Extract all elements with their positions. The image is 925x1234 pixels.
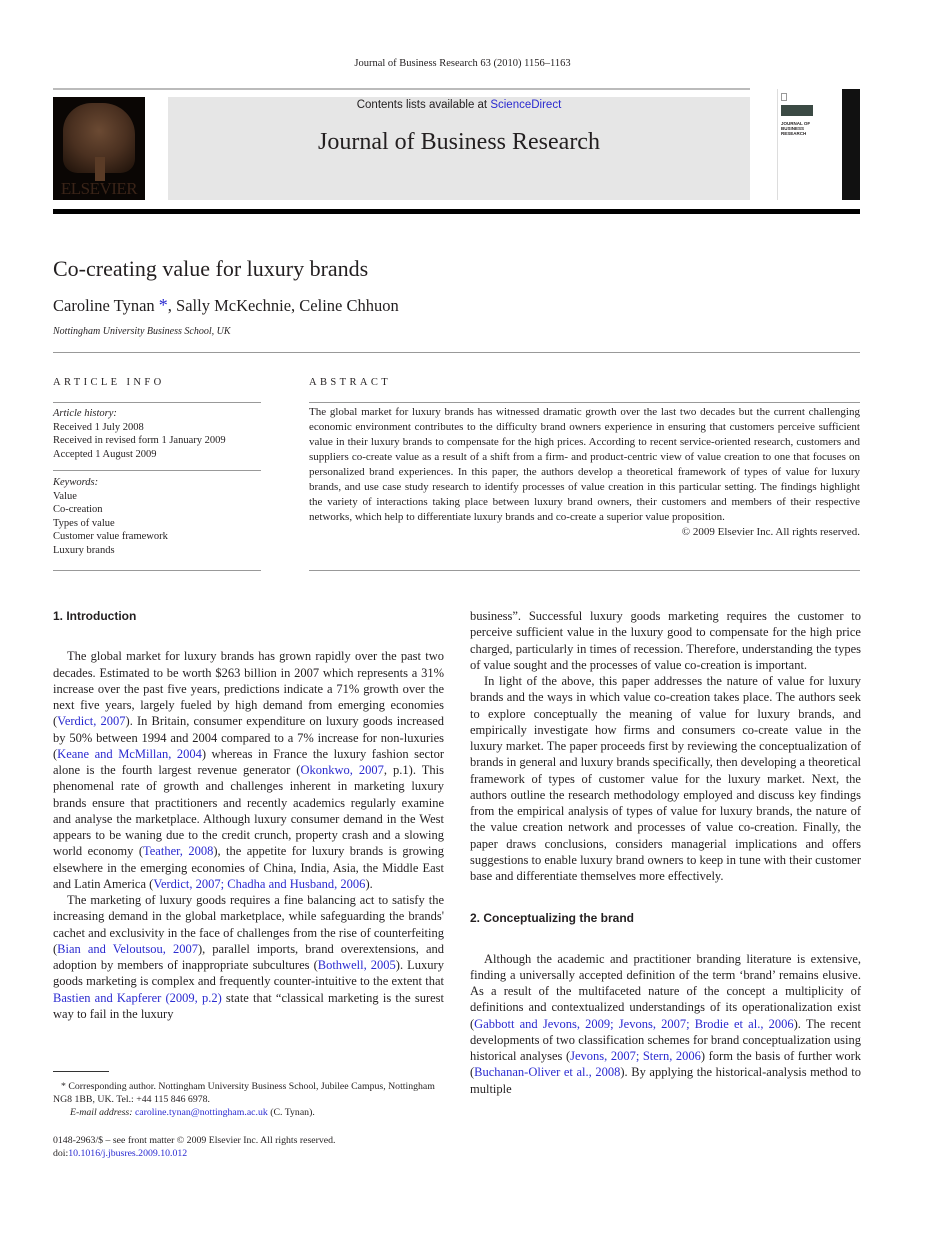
citation-link[interactable]: Verdict, 2007; Chadha and Husband, 2006 — [153, 876, 366, 891]
abstract: The global market for luxury brands has witnessed dramatic growth over the last two decades but the current challenging economic environment contributes to the difficulty brand owners experience in ensuring that customers perceive sufficient value in their luxury brands to compensate for the high prices. According to recent service-oriented research, customers and suppliers co-create value as a result of a shift from a firm- and product-centric view of value creation to one that focuses on personalized brand experiences. In this paper, the authors develop a theoretical framework of types of value for luxury brands, and use case study research to identify processes of value creation in this particular setting. The findings highlight the variety of interactions taking place between luxury brand owners, their customers and members of their respective networks, which help to differentiate luxury brands and co-create a superior value proposition. © 2009 Elsevier Inc. All rights reserved. — [309, 406, 860, 538]
text-run: Although the academic and practitioner branding literature is extensive, finding a universally accepted definition of the term ‘brand’ remains elusive. As a result of the multifaceted nature of the concept a multiplicity of definitions and contextualized understandings of its operationalization exist ( — [470, 951, 861, 1031]
sciencedirect-link[interactable]: ScienceDirect — [490, 99, 562, 111]
section-heading: 1. Introduction — [53, 609, 137, 623]
article-info: Article history: Received 1 July 2008 Received in revised form 1 January 2009 Accepted 1 August 2009 Keywords: Value Co-creation Types of value Customer value framework Luxury brands — [53, 407, 261, 557]
elsevier-logo: ELSEVIER — [53, 97, 145, 200]
text-run: ). — [365, 876, 373, 891]
divider — [309, 570, 860, 571]
text-run: The global market for luxury brands has grown rapidly over the past two decades. Estimated to be worth $263 billion in 2007 which represents a 31% increase over the past five years, predictions indicate a 71% growth over the next five years, largely fueled by high demand from emerging economies ( — [53, 649, 444, 729]
article-title: Co-creating value for luxury brands — [53, 256, 369, 281]
front-matter: 0148-2963/$ – see front matter © 2009 Elsevier Inc. All rights reserved. doi:10.1016/j.jbusres.2009.10.012 — [53, 1135, 336, 1159]
divider — [53, 88, 750, 90]
journal-banner — [168, 97, 750, 200]
divider — [53, 402, 261, 403]
paragraph — [470, 673, 861, 884]
citation-link[interactable]: Bastien and Kapferer (2009, p.2) — [53, 990, 222, 1005]
citation-link[interactable]: Okonkwo, 2007 — [300, 763, 384, 777]
citation-link[interactable]: Jevons, 2007; Stern, 2006 — [570, 1049, 701, 1063]
running-head: Journal of Business Research 63 (2010) 1156–1163 — [354, 58, 571, 69]
paragraph — [53, 892, 444, 1022]
citation-link[interactable]: Teather, 2008 — [143, 844, 214, 859]
text-run: , p.1). This phenomenal rate of growth and challenges inherent in marketing luxury brands ensure that practitioners and recently academics regularly examine and analyse the marketplace. Although luxury consumer demand in the West appears to be waning due to the credit crunch, property crash and a slowing world economy ( — [53, 763, 444, 859]
divider — [53, 352, 860, 353]
contents-label: Contents lists available at — [356, 99, 491, 111]
footnote-rule — [53, 1071, 109, 1072]
text-run: ). In Britain, consumer expenditure on luxury goods increased by 50% between 1994 and 2004 compared to a 7% increase for non-luxuries ( — [53, 714, 444, 761]
article-info-heading: ARTICLE INFO — [53, 377, 165, 388]
body-left-column — [53, 608, 444, 1022]
journal-title: Journal of Business Research — [318, 129, 600, 155]
section-heading: 2. Conceptualizing the brand — [470, 911, 635, 926]
body-right-column — [470, 608, 861, 1097]
footnote: * Corresponding author. Nottingham University Business School, Jubilee Campus, Nottingham NG8 1BB, UK. Tel.: +44 115 846 6978. E-mail address: caroline.tynan@nottingham.ac.uk (C. Tynan). — [53, 1081, 435, 1118]
citation-link[interactable]: Keane and McMillan, 2004 — [57, 746, 202, 761]
divider — [53, 570, 261, 571]
text-run: ), the appetite for luxury brands is growing elsewhere in the emerging economies of China, India, Asia, the Middle East and Latin America ( — [53, 844, 444, 891]
divider — [309, 402, 860, 403]
paragraph — [470, 951, 861, 1097]
text-run: ). Luxury goods marketing is complex and frequently counter-intuitive to the extent that — [53, 958, 444, 989]
citation-link[interactable]: Bian and Veloutsou, 2007 — [57, 941, 198, 956]
header-rule — [53, 209, 860, 214]
citation-link[interactable]: Bothwell, 2005 — [317, 958, 396, 972]
journal-cover-thumbnail[interactable]: JOURNAL OF BUSINESS RESEARCH — [777, 89, 860, 200]
citation-link[interactable]: Verdict, 2007 — [57, 714, 126, 729]
abstract-heading: ABSTRACT — [309, 377, 392, 388]
text-run: ) whereas in France the luxury fashion sector alone is the fourth largest revenue generator ( — [53, 746, 444, 777]
text-run: state that “classical marketing is the surest way to fail in the luxury — [53, 990, 444, 1021]
text-run: ) form the basis of further work ( — [470, 1049, 862, 1080]
affiliation: Nottingham University Business School, UK — [53, 326, 231, 337]
citation-link[interactable]: Buchanan-Oliver et al., 2008 — [474, 1065, 621, 1080]
text-run: The marketing of luxury goods requires a fine balancing act to satisfy the increasing demand in the global marketplace, while safeguarding the brands' cachet and exclusivity in the face of challenges from the rise of counterfeiting ( — [53, 893, 444, 956]
paragraph — [53, 648, 444, 892]
text-run: In light of the above, this paper addresses the nature of value for luxury brands and the ways in which value co-creation takes place. The authors seek to explore conceptually the meaning of value for luxury brands, and empirically investigate how firms and consumers co-create value in the luxury market. The paper proceeds first by reviewing the conceptualization of brands in general and luxury brands specifically, then developing a theoretical framework of types of customer value for the luxury market. Next, the authors outline the research methodology employed and discuss key findings from the empirical analysis of types of value for luxury brands, the nature of the value creation network and processes of value co-creation. Finally, the paper draws conclusions, considers managerial implications and offers suggestions to enable luxury brand owners to keep in tune with their customer base and differentiate themselves more effectively. — [470, 674, 861, 883]
authors: Caroline Tynan *, Sally McKechnie, Celine Chhuon — [53, 295, 399, 315]
text-run: business”. Successful luxury goods marketing requires the customer to perceive sufficient value in the luxury good to compensate for the high price charged, particularly in times of recession. Therefore, understanding the types of value sought and the processes of value co-creation is important. — [470, 609, 861, 672]
doi-link[interactable]: 10.1016/j.jbusres.2009.10.012 — [68, 1148, 188, 1159]
email-link[interactable]: caroline.tynan@nottingham.ac.uk — [134, 1107, 268, 1118]
copyright: © 2009 Elsevier Inc. All rights reserved. — [681, 526, 860, 538]
text-run: ). By applying the historical-analysis method to multiple — [470, 1065, 861, 1096]
corresponding-author-link[interactable]: * — [158, 295, 168, 315]
text-run: ), parallel imports, brand overextensions, and adoption by members of inappropriate subcultures ( — [53, 941, 445, 972]
citation-link[interactable]: Gabbott and Jevons, 2009; Jevons, 2007; Brodie et al., 2006 — [474, 1016, 794, 1031]
paragraph — [470, 608, 861, 673]
text-run: ). The recent developments of two classification schemes for brand conceptualization using historical analyses ( — [470, 1016, 861, 1063]
